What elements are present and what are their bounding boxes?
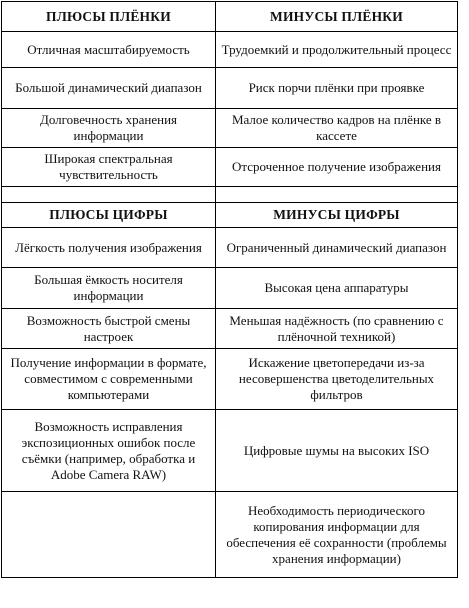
- digital-pro-cell: [2, 492, 216, 578]
- film-pro-cell: Большой динамический диапазон: [2, 68, 216, 109]
- digital-con-cell: Высокая цена аппаратуры: [216, 268, 458, 309]
- digital-con-cell: Меньшая надёжность (по сравнению с плёночной техникой): [216, 309, 458, 349]
- film-pro-cell: Широкая спектральная чувствительность: [2, 148, 216, 187]
- film-cons-header: МИНУСЫ ПЛЁНКИ: [216, 2, 458, 32]
- film-pros-header: ПЛЮСЫ ПЛЁНКИ: [2, 2, 216, 32]
- digital-con-cell: Необходимость периодического копирования информации для обеспечения её сохранности (проблемы хранения информации): [216, 492, 458, 578]
- empty-cell: [2, 187, 216, 203]
- table-row: [2, 148, 458, 187]
- table-row: [2, 492, 458, 578]
- digital-pro-cell: Возможность быстрой смены настроек: [2, 309, 216, 349]
- table-row: [2, 228, 458, 268]
- film-con-cell: Риск порчи плёнки при проявке: [216, 68, 458, 109]
- comparison-table: [1, 1, 458, 578]
- digital-con-cell: Цифровые шумы на высоких ISO: [216, 410, 458, 492]
- film-pro-cell: Отличная масштабируемость: [2, 32, 216, 68]
- film-con-cell: Малое количество кадров на плёнке в кассете: [216, 109, 458, 148]
- table-row: [2, 349, 458, 410]
- table-row: [2, 268, 458, 309]
- table-row: [2, 410, 458, 492]
- film-con-cell: Отсроченное получение изображения: [216, 148, 458, 187]
- table-row: [2, 109, 458, 148]
- digital-header-row: [2, 203, 458, 228]
- digital-pros-header: ПЛЮСЫ ЦИФРЫ: [2, 203, 216, 228]
- table-row: [2, 309, 458, 349]
- table-row: [2, 32, 458, 68]
- film-pro-cell: Долговечность хранения информации: [2, 109, 216, 148]
- digital-pro-cell: Получение информации в формате, совместимом с современными компьютерами: [2, 349, 216, 410]
- digital-cons-header: МИНУСЫ ЦИФРЫ: [216, 203, 458, 228]
- digital-pro-cell: Большая ёмкость носителя информации: [2, 268, 216, 309]
- empty-cell: [216, 187, 458, 203]
- film-header-row: [2, 2, 458, 32]
- spacer-row: [2, 187, 458, 203]
- digital-con-cell: Ограниченный динамический диапазон: [216, 228, 458, 268]
- table-row: [2, 68, 458, 109]
- digital-pro-cell: Лёгкость получения изображения: [2, 228, 216, 268]
- film-con-cell: Трудоемкий и продолжительный процесс: [216, 32, 458, 68]
- digital-pro-cell: Возможность исправления экспозиционных ошибок после съёмки (например, обработка и Adobe Camera RAW): [2, 410, 216, 492]
- digital-con-cell: Искажение цветопередачи из-за несовершенства цветоделительных фильтров: [216, 349, 458, 410]
